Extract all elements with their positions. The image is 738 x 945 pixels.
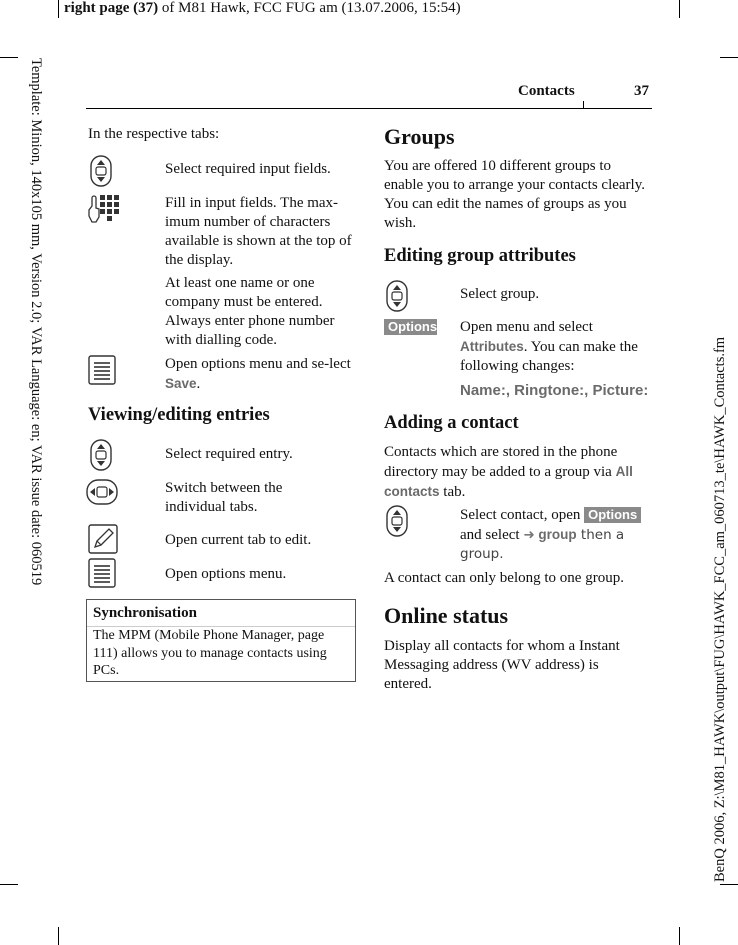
arrow-icon: ➜ [523, 527, 535, 542]
step-text: Open current tab to edit. [165, 532, 312, 548]
options-softkey [384, 318, 437, 336]
intro-text: In the respective tabs: [88, 126, 220, 142]
adding-text-b: tab. [439, 484, 466, 500]
step-text-b: and select [460, 527, 524, 543]
crop-mark [679, 0, 680, 18]
crop-mark [679, 927, 680, 945]
step-text: Select required input fields. [165, 161, 331, 177]
step-text-a: Open options menu and se-lect [165, 356, 351, 372]
attributes-key-label: Attributes [460, 339, 524, 354]
synchronisation-text: The MPM (Mobile Phone Manager, page 111) allows you to manage contacts using PCs. [93, 628, 327, 678]
navigation-key-updown-icon [88, 439, 114, 471]
step-text [460, 506, 655, 564]
attribute-fields: Name:, Ringtone:, Picture: [460, 382, 649, 399]
save-key-label: Save [165, 376, 197, 391]
synchronisation-box-header [87, 600, 355, 626]
crop-mark [0, 884, 18, 885]
crop-mark [720, 884, 738, 885]
step-text: Select required entry. [165, 446, 293, 462]
synchronisation-title: Synchronisation [93, 605, 197, 621]
header-rule [86, 108, 652, 109]
crop-mark [58, 0, 59, 18]
options-softkey-label: Options [384, 319, 437, 335]
step-text-a: Select contact, open [460, 507, 585, 523]
crop-mark [0, 57, 18, 58]
menu-key-icon [88, 355, 116, 385]
side-template-info: Template: Minion, 140x105 mm, Version 2.0; VAR Language: en; VAR issue date: 060519 [28, 58, 44, 586]
heading-adding-contact: Adding a contact [384, 413, 519, 433]
navigation-key-updown-icon [384, 280, 410, 312]
step-text [165, 355, 355, 394]
step-text: Switch between the individual tabs. [165, 480, 283, 515]
heading-editing-group-attributes: Editing group attributes [384, 246, 576, 266]
online-status-text: Display all contacts for whom a Instant Messaging address (WV address) is entered. [384, 638, 620, 692]
groups-text: You are offered 10 different groups to enable you to arrange your contacts clearly. You can edit the names of groups as you wish. [384, 158, 645, 231]
step-text: Select group. [460, 286, 540, 302]
one-group-note: A contact can only belong to one group. [384, 570, 624, 586]
keypad-hand-icon [88, 194, 122, 228]
step-text-a: Open menu and select [460, 319, 593, 335]
step-text [460, 318, 652, 376]
adding-text-a: Contacts which are stored in the phone directory may be added to a group via [384, 444, 618, 480]
step-text-b: . [196, 376, 201, 392]
crop-mark [720, 57, 738, 58]
step-text: Fill in input fields. The max-imum number of characters available is shown at the top of the display. [165, 195, 352, 268]
pencil-edit-icon [88, 524, 118, 554]
heading-viewing-editing: Viewing/editing entries [88, 405, 270, 425]
step-text: Open options menu. [165, 566, 287, 582]
navigation-key-updown-icon [384, 505, 410, 537]
step-text-c: then a group. [460, 527, 625, 562]
adding-contact-text [384, 443, 650, 502]
step-text-b: . You can make the following changes: [460, 339, 638, 374]
group-menu-label: group [538, 527, 577, 542]
running-head-page: 37 [634, 83, 649, 99]
running-head-title: Contacts [518, 83, 575, 99]
synchronisation-box [86, 599, 356, 682]
heading-groups: Groups [384, 124, 455, 149]
print-header-rest: of M81 Hawk, FCC FUG am (13.07.2006, 15:54) [158, 0, 461, 16]
navigation-key-updown-icon [88, 155, 114, 187]
heading-online-status: Online status [384, 603, 509, 628]
all-contacts-tab-label: All contacts [384, 464, 633, 499]
step-text: At least one name or one company must be entered. Always enter phone number with dialling code. [165, 275, 335, 348]
navigation-key-leftright-icon [86, 478, 118, 506]
print-header [64, 0, 461, 17]
crop-mark [58, 927, 59, 945]
options-softkey-label: Options [584, 507, 641, 523]
side-file-path: BenQ 2006, Z:\M81_HAWK\output\FUG\HAWK_FCC_am_060713_te\HAWK_Contacts.fm [712, 336, 728, 882]
menu-key-icon [88, 558, 116, 588]
print-header-bold: right page (37) [64, 0, 159, 16]
page-number-divider [583, 101, 653, 108]
